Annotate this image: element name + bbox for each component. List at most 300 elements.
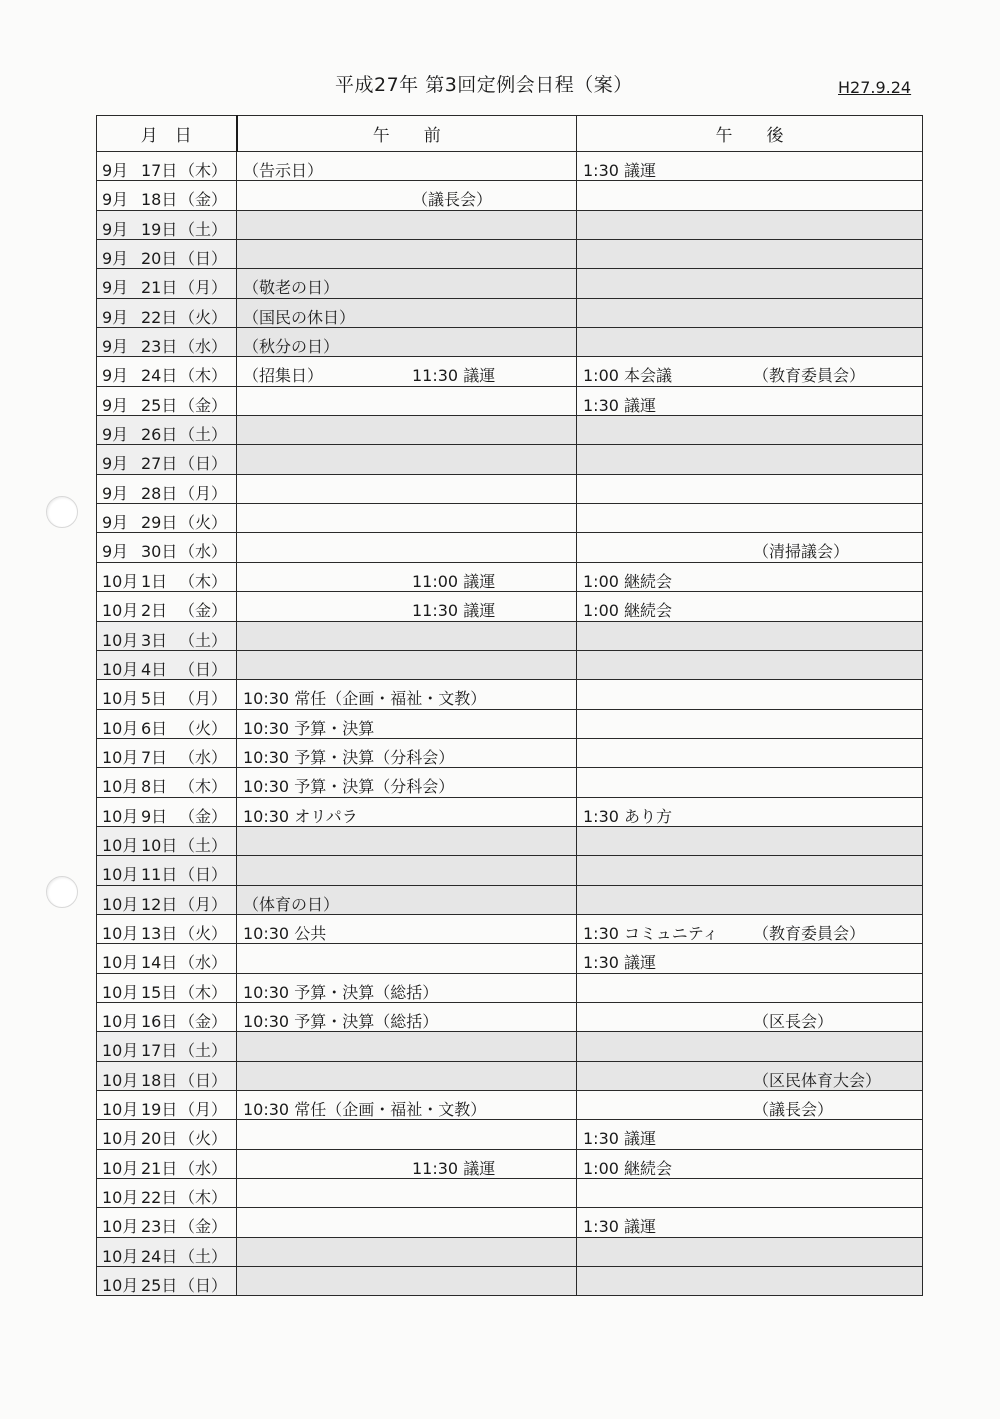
morning-cell: [237, 181, 577, 210]
morning-cell: [237, 533, 577, 562]
date-cell: [97, 445, 237, 474]
day-text: 22日: [141, 307, 178, 327]
table-row: [97, 1208, 923, 1237]
table-row: [97, 680, 923, 709]
month-text: 10月: [102, 953, 139, 973]
afternoon-text: 1:00 継続会: [583, 571, 673, 591]
column-header-morning: 午 前: [237, 116, 577, 152]
morning-cell: [237, 240, 577, 269]
day-text: 5日: [141, 689, 168, 709]
weekday-text: （火）: [179, 718, 228, 738]
date-cell: [97, 562, 237, 591]
date-cell: [97, 1179, 237, 1208]
table-row: [97, 1002, 923, 1031]
morning-secondary-text: （議長会）: [412, 190, 493, 210]
date-cell: [97, 680, 237, 709]
table-row: [97, 562, 923, 591]
month-text: 9月: [102, 278, 129, 298]
table-row: [97, 1179, 923, 1208]
date-cell: [97, 1091, 237, 1120]
afternoon-text: 1:00 本会議: [583, 366, 673, 386]
morning-cell: [237, 357, 577, 386]
morning-cell: [237, 1120, 577, 1149]
day-text: 14日: [141, 953, 178, 973]
table-row: [97, 1061, 923, 1090]
punch-hole-bottom: [46, 876, 78, 908]
day-text: 18日: [141, 190, 178, 210]
date-cell: [97, 768, 237, 797]
morning-cell: [237, 1149, 577, 1178]
weekday-text: （水）: [179, 337, 228, 357]
table-row: [97, 1091, 923, 1120]
table-row: [97, 709, 923, 738]
afternoon-text: 1:30 議運: [583, 161, 657, 180]
day-text: 1日: [141, 571, 168, 591]
day-text: 28日: [141, 483, 178, 503]
table-row: [97, 445, 923, 474]
table-row: [97, 797, 923, 826]
afternoon-cell: [577, 1061, 923, 1090]
date-cell: [97, 1061, 237, 1090]
date-cell: [97, 592, 237, 621]
month-text: 10月: [102, 1217, 139, 1237]
table-row: [97, 885, 923, 914]
month-text: 10月: [102, 865, 139, 885]
day-text: 13日: [141, 923, 178, 943]
month-text: 10月: [102, 835, 139, 855]
table-row: [97, 650, 923, 679]
day-text: 19日: [141, 1100, 178, 1119]
morning-text: （告示日）: [243, 161, 324, 180]
date-cell: [97, 1032, 237, 1061]
table-row: [97, 416, 923, 445]
table-row: [97, 914, 923, 943]
morning-cell: [237, 562, 577, 591]
weekday-text: （日）: [179, 865, 228, 885]
afternoon-cell: [577, 797, 923, 826]
weekday-text: （金）: [179, 806, 228, 826]
month-text: 10月: [102, 894, 139, 914]
month-text: 9月: [102, 542, 129, 562]
date-cell: [97, 1120, 237, 1149]
month-text: 10月: [102, 806, 139, 826]
month-text: 9月: [102, 513, 129, 533]
morning-text: 10:30 常任（企画・福祉・文教）: [243, 1100, 487, 1119]
table-row: [97, 1267, 923, 1296]
month-text: 10月: [102, 1276, 139, 1296]
morning-cell: [237, 709, 577, 738]
afternoon-note-text: （教育委員会）: [753, 923, 866, 943]
month-text: 9月: [102, 483, 129, 503]
month-text: 10月: [102, 1158, 139, 1178]
morning-cell: [237, 416, 577, 445]
date-cell: [97, 298, 237, 327]
morning-text: 10:30 常任（企画・福祉・文教）: [243, 689, 487, 709]
afternoon-cell: [577, 1091, 923, 1120]
weekday-text: （土）: [179, 835, 228, 855]
morning-cell: [237, 298, 577, 327]
date-cell: [97, 240, 237, 269]
table-row: [97, 504, 923, 533]
table-row: [97, 621, 923, 650]
month-text: 10月: [102, 1129, 139, 1149]
date-cell: [97, 1267, 237, 1296]
date-cell: [97, 1002, 237, 1031]
afternoon-cell: [577, 504, 923, 533]
month-text: 10月: [102, 1100, 139, 1119]
day-text: 23日: [141, 337, 178, 357]
afternoon-cell: [577, 1179, 923, 1208]
date-cell: [97, 885, 237, 914]
afternoon-cell: [577, 885, 923, 914]
morning-cell: [237, 856, 577, 885]
afternoon-cell: [577, 826, 923, 855]
day-text: 3日: [141, 630, 168, 650]
weekday-text: （木）: [179, 571, 228, 591]
weekday-text: （金）: [179, 190, 228, 210]
morning-cell: [237, 944, 577, 973]
afternoon-note-text: （教育委員会）: [753, 366, 866, 386]
day-text: 6日: [141, 718, 168, 738]
date-cell: [97, 269, 237, 298]
weekday-text: （月）: [179, 894, 228, 914]
date-cell: [97, 621, 237, 650]
schedule-table: [96, 115, 923, 1296]
weekday-text: （火）: [179, 513, 228, 533]
day-text: 10日: [141, 835, 178, 855]
morning-cell: [237, 768, 577, 797]
day-text: 20日: [141, 1129, 178, 1149]
weekday-text: （日）: [179, 249, 228, 269]
date-cell: [97, 914, 237, 943]
day-text: 4日: [141, 659, 168, 679]
date-cell: [97, 1208, 237, 1237]
month-text: 10月: [102, 1188, 139, 1208]
table-row: [97, 826, 923, 855]
table-row: [97, 269, 923, 298]
day-text: 21日: [141, 278, 178, 298]
day-text: 29日: [141, 513, 178, 533]
month-text: 10月: [102, 1011, 139, 1031]
month-text: 9月: [102, 366, 129, 386]
date-cell: [97, 357, 237, 386]
morning-secondary-text: 11:30 議運: [412, 1158, 496, 1178]
month-text: 9月: [102, 337, 129, 357]
day-text: 17日: [141, 1041, 178, 1061]
afternoon-note-text: （区長会）: [753, 1011, 834, 1031]
afternoon-text: 1:30 議運: [583, 953, 657, 973]
day-text: 16日: [141, 1011, 178, 1031]
table-row: [97, 1237, 923, 1266]
afternoon-cell: [577, 562, 923, 591]
afternoon-cell: [577, 357, 923, 386]
afternoon-cell: [577, 914, 923, 943]
day-text: 12日: [141, 894, 178, 914]
month-text: 10月: [102, 777, 139, 797]
weekday-text: （火）: [179, 307, 228, 327]
weekday-text: （木）: [179, 366, 228, 386]
afternoon-text: 1:30 議運: [583, 395, 657, 415]
table-header-row: [97, 116, 923, 152]
table-row: [97, 328, 923, 357]
morning-cell: [237, 1091, 577, 1120]
morning-text: （体育の日）: [243, 894, 340, 914]
afternoon-text: 1:30 あり方: [583, 806, 673, 826]
weekday-text: （土）: [179, 219, 228, 239]
weekday-text: （月）: [179, 689, 228, 709]
weekday-text: （金）: [179, 601, 228, 621]
month-text: 9月: [102, 425, 129, 445]
weekday-text: （木）: [179, 161, 228, 180]
afternoon-cell: [577, 709, 923, 738]
afternoon-cell: [577, 474, 923, 503]
date-cell: [97, 650, 237, 679]
table-row: [97, 240, 923, 269]
date-cell: [97, 826, 237, 855]
date-cell: [97, 416, 237, 445]
morning-cell: [237, 738, 577, 767]
morning-cell: [237, 328, 577, 357]
table-row: [97, 152, 923, 181]
morning-text: 10:30 予算・決算（総括）: [243, 1011, 439, 1031]
weekday-text: （月）: [179, 278, 228, 298]
weekday-text: （金）: [179, 1011, 228, 1031]
afternoon-cell: [577, 650, 923, 679]
morning-cell: [237, 797, 577, 826]
afternoon-cell: [577, 386, 923, 415]
schedule-body: [97, 152, 923, 1296]
page-title: 平成27年 第3回定例会日程（案）: [335, 74, 633, 96]
document-date: H27.9.24: [838, 78, 912, 97]
table-row: [97, 1120, 923, 1149]
table-row: [97, 592, 923, 621]
month-text: 10月: [102, 982, 139, 1002]
afternoon-text: 1:30 コミュニティ: [583, 923, 719, 943]
day-text: 17日: [141, 161, 178, 180]
afternoon-note-text: （議長会）: [753, 1100, 834, 1119]
weekday-text: （金）: [179, 395, 228, 415]
date-cell: [97, 856, 237, 885]
date-cell: [97, 533, 237, 562]
afternoon-text: 1:30 議運: [583, 1129, 657, 1149]
morning-text: 10:30 オリパラ: [243, 806, 358, 826]
morning-text: 10:30 公共: [243, 923, 327, 943]
table-row: [97, 181, 923, 210]
day-text: 11日: [141, 865, 178, 885]
afternoon-cell: [577, 738, 923, 767]
date-cell: [97, 1149, 237, 1178]
month-text: 10月: [102, 601, 139, 621]
weekday-text: （木）: [179, 1188, 228, 1208]
table-row: [97, 1149, 923, 1178]
date-cell: [97, 328, 237, 357]
day-text: 24日: [141, 366, 178, 386]
afternoon-note-text: （区民体育大会）: [753, 1070, 882, 1090]
afternoon-cell: [577, 269, 923, 298]
morning-cell: [237, 1237, 577, 1266]
weekday-text: （土）: [179, 1041, 228, 1061]
morning-secondary-text: 11:30 議運: [412, 601, 496, 621]
day-text: 9日: [141, 806, 168, 826]
day-text: 15日: [141, 982, 178, 1002]
date-cell: [97, 709, 237, 738]
table-row: [97, 944, 923, 973]
month-text: 10月: [102, 923, 139, 943]
morning-secondary-text: 11:00 議運: [412, 571, 496, 591]
weekday-text: （火）: [179, 1129, 228, 1149]
weekday-text: （日）: [179, 454, 228, 474]
afternoon-cell: [577, 181, 923, 210]
date-cell: [97, 738, 237, 767]
afternoon-text: 1:30 議運: [583, 1217, 657, 1237]
afternoon-cell: [577, 1032, 923, 1061]
weekday-text: （木）: [179, 777, 228, 797]
month-text: 9月: [102, 307, 129, 327]
afternoon-note-text: （清掃議会）: [753, 542, 850, 562]
date-cell: [97, 474, 237, 503]
month-text: 9月: [102, 161, 129, 180]
date-cell: [97, 210, 237, 239]
day-text: 25日: [141, 395, 178, 415]
day-text: 30日: [141, 542, 178, 562]
column-header-afternoon: 午 後: [577, 116, 923, 152]
month-text: 10月: [102, 718, 139, 738]
weekday-text: （月）: [179, 483, 228, 503]
morning-text: 10:30 予算・決算（総括）: [243, 982, 439, 1002]
table-row: [97, 973, 923, 1002]
weekday-text: （水）: [179, 953, 228, 973]
day-text: 21日: [141, 1158, 178, 1178]
morning-text: 10:30 予算・決算（分科会）: [243, 777, 455, 797]
punch-hole-top: [46, 496, 78, 528]
table-row: [97, 768, 923, 797]
morning-secondary-text: 11:30 議運: [412, 366, 496, 386]
morning-cell: [237, 1208, 577, 1237]
day-text: 2日: [141, 601, 168, 621]
month-text: 9月: [102, 395, 129, 415]
afternoon-cell: [577, 973, 923, 1002]
month-text: 10月: [102, 659, 139, 679]
weekday-text: （水）: [179, 747, 228, 767]
day-text: 23日: [141, 1217, 178, 1237]
date-cell: [97, 504, 237, 533]
month-text: 10月: [102, 689, 139, 709]
morning-cell: [237, 885, 577, 914]
morning-cell: [237, 826, 577, 855]
morning-cell: [237, 680, 577, 709]
weekday-text: （木）: [179, 982, 228, 1002]
morning-text: （秋分の日）: [243, 337, 340, 357]
afternoon-cell: [577, 152, 923, 181]
morning-cell: [237, 973, 577, 1002]
weekday-text: （土）: [179, 425, 228, 445]
day-text: 8日: [141, 777, 168, 797]
morning-text: 10:30 予算・決算: [243, 718, 375, 738]
weekday-text: （日）: [179, 1276, 228, 1296]
date-cell: [97, 152, 237, 181]
date-cell: [97, 944, 237, 973]
afternoon-cell: [577, 768, 923, 797]
date-cell: [97, 1237, 237, 1266]
morning-cell: [237, 650, 577, 679]
date-cell: [97, 181, 237, 210]
weekday-text: （日）: [179, 1070, 228, 1090]
weekday-text: （水）: [179, 1158, 228, 1178]
afternoon-cell: [577, 592, 923, 621]
day-text: 7日: [141, 747, 168, 767]
afternoon-cell: [577, 298, 923, 327]
month-text: 10月: [102, 1246, 139, 1266]
morning-cell: [237, 621, 577, 650]
morning-cell: [237, 269, 577, 298]
table-row: [97, 357, 923, 386]
morning-cell: [237, 210, 577, 239]
month-text: 9月: [102, 454, 129, 474]
afternoon-cell: [577, 1149, 923, 1178]
table-row: [97, 386, 923, 415]
table-row: [97, 474, 923, 503]
day-text: 26日: [141, 425, 178, 445]
day-text: 27日: [141, 454, 178, 474]
afternoon-cell: [577, 1120, 923, 1149]
month-text: 9月: [102, 249, 129, 269]
table-row: [97, 533, 923, 562]
date-cell: [97, 973, 237, 1002]
morning-cell: [237, 1061, 577, 1090]
date-cell: [97, 386, 237, 415]
morning-cell: [237, 152, 577, 181]
morning-cell: [237, 474, 577, 503]
afternoon-cell: [577, 416, 923, 445]
weekday-text: （日）: [179, 659, 228, 679]
afternoon-cell: [577, 240, 923, 269]
afternoon-cell: [577, 1267, 923, 1296]
column-header-date: 月 日: [97, 116, 237, 152]
morning-text: 10:30 予算・決算（分科会）: [243, 747, 455, 767]
table-row: [97, 1032, 923, 1061]
day-text: 22日: [141, 1188, 178, 1208]
date-cell: [97, 797, 237, 826]
month-text: 10月: [102, 747, 139, 767]
afternoon-cell: [577, 856, 923, 885]
morning-cell: [237, 1179, 577, 1208]
morning-cell: [237, 1002, 577, 1031]
afternoon-cell: [577, 680, 923, 709]
morning-cell: [237, 1267, 577, 1296]
morning-cell: [237, 592, 577, 621]
month-text: 9月: [102, 190, 129, 210]
weekday-text: （土）: [179, 630, 228, 650]
day-text: 24日: [141, 1246, 178, 1266]
morning-cell: [237, 504, 577, 533]
day-text: 19日: [141, 219, 178, 239]
table-row: [97, 738, 923, 767]
day-text: 18日: [141, 1070, 178, 1090]
afternoon-cell: [577, 621, 923, 650]
month-text: 9月: [102, 219, 129, 239]
afternoon-cell: [577, 328, 923, 357]
morning-text: （敬老の日）: [243, 278, 340, 298]
month-text: 10月: [102, 1070, 139, 1090]
weekday-text: （火）: [179, 923, 228, 943]
morning-text: （国民の休日）: [243, 307, 356, 327]
morning-cell: [237, 445, 577, 474]
afternoon-cell: [577, 210, 923, 239]
day-text: 25日: [141, 1276, 178, 1296]
afternoon-text: 1:00 継続会: [583, 1158, 673, 1178]
month-text: 10月: [102, 571, 139, 591]
afternoon-cell: [577, 445, 923, 474]
